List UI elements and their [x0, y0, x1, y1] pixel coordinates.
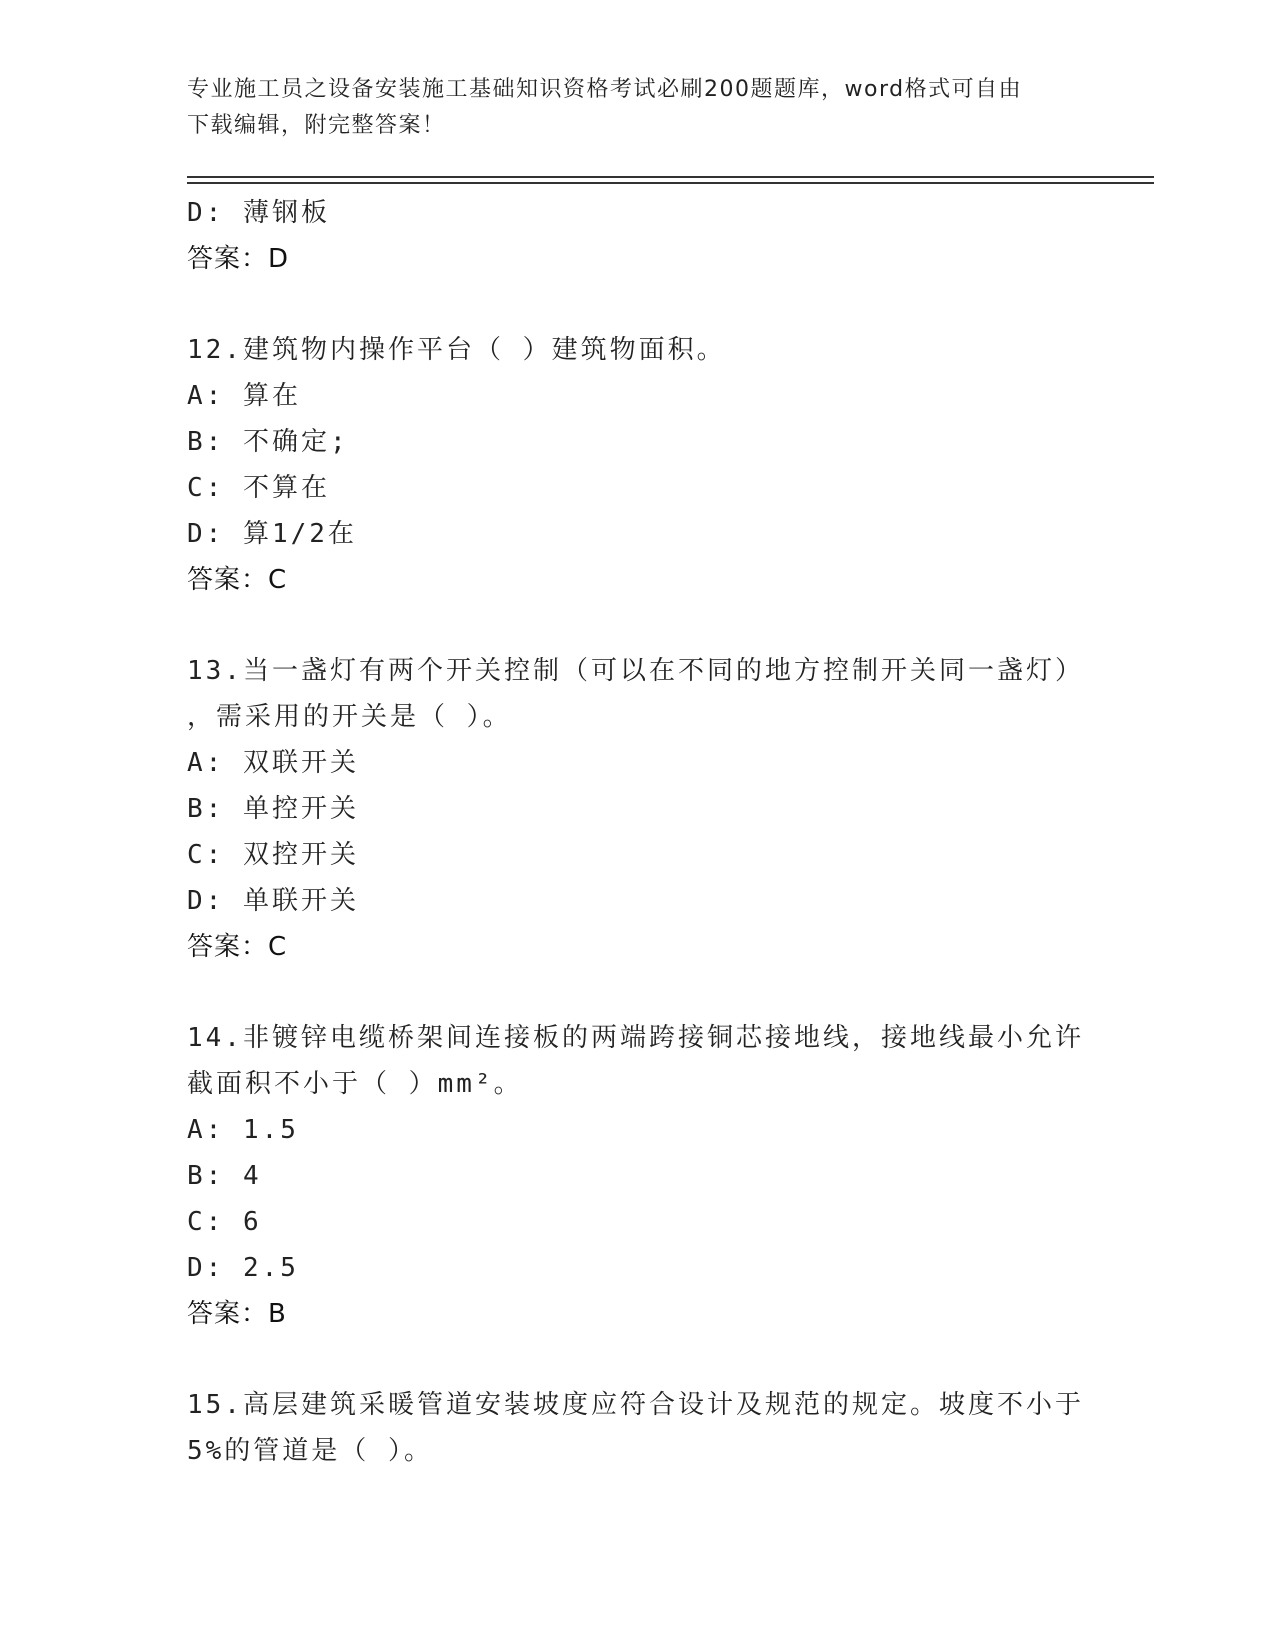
q13-stem-line-2: ，需采用的开关是（ ）。 — [187, 702, 512, 732]
q13-option-b: B: 单控开关 — [187, 794, 359, 824]
q14-option-d: D: 2.5 — [187, 1253, 299, 1283]
q12-stem: 12.建筑物内操作平台（ ）建筑物面积。 — [187, 335, 726, 365]
header-divider-top — [187, 176, 1154, 178]
prev-option-d: D: 薄钢板 — [187, 198, 330, 228]
q14-stem-line-1: 14.非镀锌电缆桥架间连接板的两端跨接铜芯接地线，接地线最小允许 — [187, 1023, 1084, 1053]
q14-stem-line-2: 截面积不小于（ ）mm²。 — [187, 1069, 523, 1099]
q13-answer: 答案：C — [187, 932, 288, 962]
q15-stem-line-2: 5%的管道是（ ）。 — [187, 1436, 433, 1466]
q13-option-a: A: 双联开关 — [187, 748, 359, 778]
q15-stem-line-1: 15.高层建筑采暖管道安装坡度应符合设计及规范的规定。坡度不小于 — [187, 1390, 1084, 1420]
q14-option-a: A: 1.5 — [187, 1115, 299, 1145]
q12-option-c: C: 不算在 — [187, 473, 330, 503]
q13-option-c: C: 双控开关 — [187, 840, 359, 870]
q12-option-d: D: 算1/2在 — [187, 519, 357, 549]
header-line-2: 下载编辑，附完整答案！ — [187, 113, 446, 138]
q13-stem-line-1: 13.当一盏灯有两个开关控制（可以在不同的地方控制开关同一盏灯） — [187, 656, 1084, 686]
header-line-1: 专业施工员之设备安装施工基础知识资格考试必刷200题题库，word格式可自由 — [187, 77, 1023, 102]
header-divider-bottom — [187, 182, 1154, 184]
q13-option-d: D: 单联开关 — [187, 886, 359, 916]
document-header — [187, 72, 1087, 144]
prev-answer: 答案：D — [187, 244, 290, 274]
question-list — [187, 190, 1087, 1474]
q12-option-b: B: 不确定; — [187, 427, 349, 457]
q14-answer: 答案：B — [187, 1299, 287, 1329]
q12-answer: 答案：C — [187, 565, 288, 595]
q14-option-c: C: 6 — [187, 1207, 262, 1237]
q14-option-b: B: 4 — [187, 1161, 262, 1191]
q12-option-a: A: 算在 — [187, 381, 301, 411]
